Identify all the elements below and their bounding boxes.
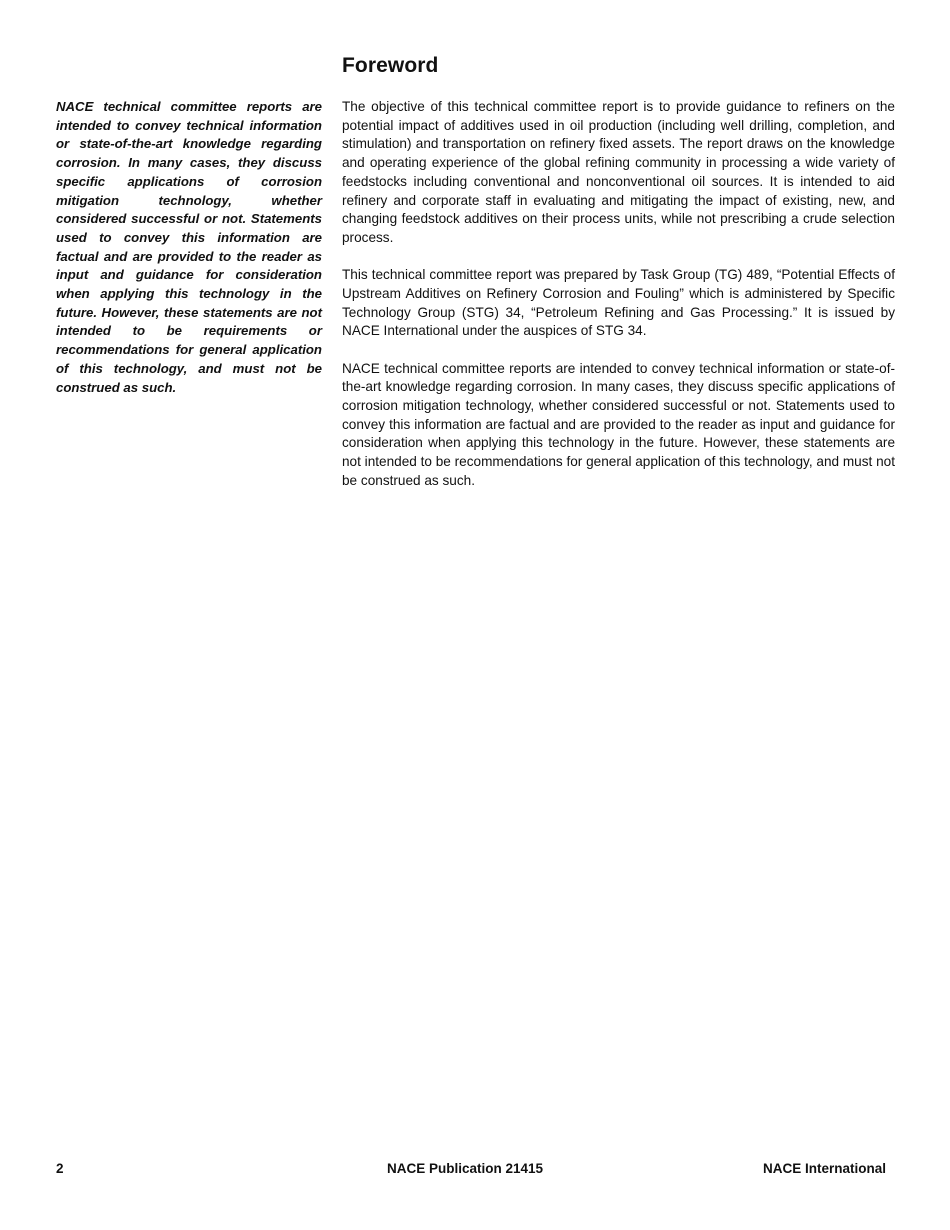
paragraph-preparation: This technical committee report was prepared by Task Group (TG) 489, “Potential Effects of Upstream Additives on Refinery Corrosion and Fouling” which is administered by Specific Technology Group (STG) 34, “Petroleum Refining and Gas Processing.” It is issued by NACE International under the auspices of STG 34. xyxy=(342,267,895,339)
paragraph-objective: The objective of this technical committee report is to provide guidance to refiners on the potential impact of additives used in oil production (including well drilling, completion, and stimulation) and transportation on refinery fixed assets. The report draws on the knowledge and operating experience of the global refining community in processing a wide variety of feedstocks including conventional and nonconventional oil sources. It is intended to aid refinery and corporate staff in evaluating and mitigating the impact of existing, new, and changing feedstock additives on their process units, while not prescribing a crude selection process. xyxy=(342,99,895,245)
main-body xyxy=(342,98,895,509)
footer-organization: NACE International xyxy=(763,1161,887,1176)
sidebar-disclaimer: NACE technical committee reports are intended to convey technical information or state-of-the-art knowledge regarding corrosion. In many cases, they discuss specific applications of corrosion mitigation technology, whether considered successful or not. Statements used to convey this information are factual and are provided to the reader as input and guidance for consideration when applying this technology in the future. However, these statements are not intended to be requirements or recommendations for general application of this technology, and must not be construed as such. xyxy=(56,99,322,395)
footer-publication: NACE Publication 21415 xyxy=(387,1161,544,1176)
paragraph-disclaimer: NACE technical committee reports are intended to convey technical information or state-of-the-art knowledge regarding corrosion. In many cases, they discuss specific applications of corrosion mitigation technology, whether considered successful or not. Statements used to convey this information are factual and are provided to the reader as input and guidance for consideration when applying this technology in the future. However, these statements are not intended to be recommendations for general application of this technology, and must not be construed as such. xyxy=(342,360,895,488)
footer-page-number: 2 xyxy=(56,1161,64,1176)
page-title: Foreword xyxy=(342,54,439,77)
